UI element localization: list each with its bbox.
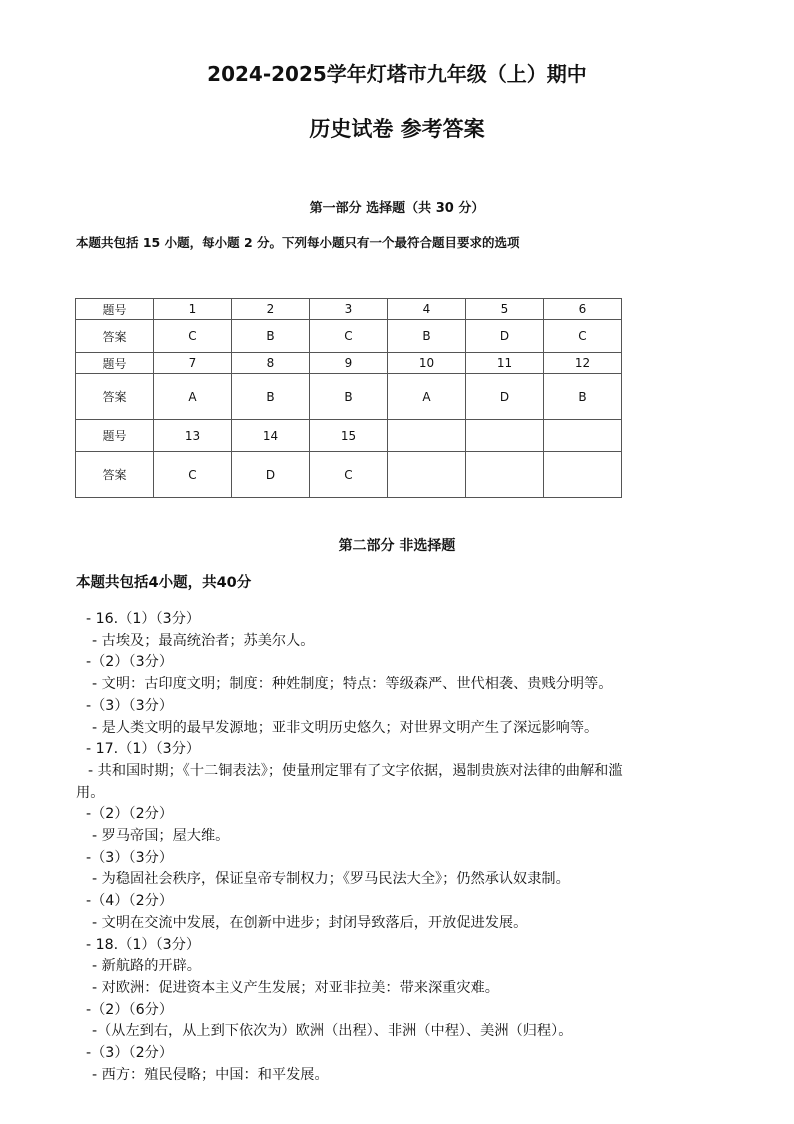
answer-line: - 是人类文明的最早发源地；亚非文明历史悠久；对世界文明产生了深远影响等。: [92, 719, 599, 736]
answer-line: -（3）（2分）: [86, 1045, 174, 1062]
table-cell: 13: [154, 420, 232, 452]
table-cell: 题号: [76, 420, 154, 452]
table-cell: A: [154, 374, 232, 420]
answer-line: - 罗马帝国；屋大维。: [92, 828, 230, 845]
answer-line: - 18.（1）（3分）: [86, 936, 201, 953]
answer-line: 用。: [76, 784, 105, 801]
table-cell: [544, 452, 622, 498]
table-cell: C: [154, 320, 232, 353]
page-subtitle: 历史试卷 参考答案: [309, 117, 485, 141]
table-cell: 题号: [76, 353, 154, 374]
table-row: [76, 420, 622, 452]
table-cell: 11: [466, 353, 544, 374]
answer-line: - 对欧洲：促进资本主义产生发展；对亚非拉美：带来深重灾难。: [92, 979, 499, 996]
table-cell: 2: [232, 299, 310, 320]
table-cell: 8: [232, 353, 310, 374]
table-cell: C: [310, 452, 388, 498]
table-cell: [388, 452, 466, 498]
table-cell: 4: [388, 299, 466, 320]
answer-line: -（从左到右，从上到下依次为）欧洲（出程）、非洲（中程）、美洲（归程）。: [92, 1023, 573, 1040]
table-cell: 15: [310, 420, 388, 452]
answer-line: - 为稳固社会秩序，保证皇帝专制权力；《罗马民法大全》；仍然承认奴隶制。: [92, 871, 570, 888]
table-cell: 1: [154, 299, 232, 320]
table-cell: 9: [310, 353, 388, 374]
part2-heading: 第二部分 非选择题: [338, 538, 456, 554]
table-cell: 3: [310, 299, 388, 320]
answer-line: -（4）（2分）: [86, 893, 174, 910]
answer-line: -（3）（3分）: [86, 697, 174, 714]
answer-line: - 文明：古印度文明；制度：种姓制度；特点：等级森严、世代相袭、贵贱分明等。: [92, 676, 613, 693]
table-cell: [544, 420, 622, 452]
answer-line: - 新航路的开辟。: [92, 958, 201, 975]
table-cell: A: [388, 374, 466, 420]
table-cell: D: [466, 320, 544, 353]
table-cell: 10: [388, 353, 466, 374]
table-cell: 答案: [76, 452, 154, 498]
table-cell: 6: [544, 299, 622, 320]
answer-line: - 古埃及；最高统治者；苏美尔人。: [92, 632, 315, 649]
table-cell: 题号: [76, 299, 154, 320]
table-row: [76, 353, 622, 374]
answer-line: - 文明在交流中发展，在创新中进步；封闭导致落后，开放促进发展。: [92, 914, 528, 931]
table-cell: D: [232, 452, 310, 498]
part2-intro: 本题共包括4小题，共40分: [76, 575, 252, 591]
table-cell: B: [232, 374, 310, 420]
table-cell: C: [310, 320, 388, 353]
part1-heading: 第一部分 选择题（共 30 分）: [309, 201, 485, 216]
table-row: [76, 320, 622, 353]
answer-line: - 17.（1）（3分）: [86, 741, 201, 758]
table-cell: B: [388, 320, 466, 353]
answer-table: [75, 298, 622, 498]
table-cell: D: [466, 374, 544, 420]
answer-lines: [76, 609, 726, 1086]
table-cell: [466, 452, 544, 498]
table-cell: [388, 420, 466, 452]
table-cell: 答案: [76, 320, 154, 353]
table-cell: 12: [544, 353, 622, 374]
table-cell: [466, 420, 544, 452]
answer-line: -（3）（3分）: [86, 849, 174, 866]
answer-line: -（2）（3分）: [86, 654, 174, 671]
table-cell: C: [154, 452, 232, 498]
table-row: [76, 299, 622, 320]
table-cell: B: [310, 374, 388, 420]
answer-line: -（2）（6分）: [86, 1001, 174, 1018]
part1-intro: 本题共包括 15 小题，每小题 2 分。下列每小题只有一个最符合题目要求的选项: [76, 235, 520, 250]
page-title: 2024-2025学年灯塔市九年级（上）期中: [207, 62, 587, 86]
table-cell: 5: [466, 299, 544, 320]
answer-line: -（2）（2分）: [86, 806, 174, 823]
answer-line: - 共和国时期；《十二铜表法》；使量刑定罪有了文字依据，遏制贵族对法律的曲解和滥: [88, 762, 623, 779]
answer-line: - 16.（1）（3分）: [86, 611, 201, 627]
table-cell: 7: [154, 353, 232, 374]
table-cell: 答案: [76, 374, 154, 420]
table-cell: B: [232, 320, 310, 353]
table-cell: 14: [232, 420, 310, 452]
table-row: [76, 374, 622, 420]
table-cell: B: [544, 374, 622, 420]
table-row: [76, 452, 622, 498]
answer-line: - 西方：殖民侵略；中国：和平发展。: [92, 1066, 329, 1083]
table-cell: C: [544, 320, 622, 353]
